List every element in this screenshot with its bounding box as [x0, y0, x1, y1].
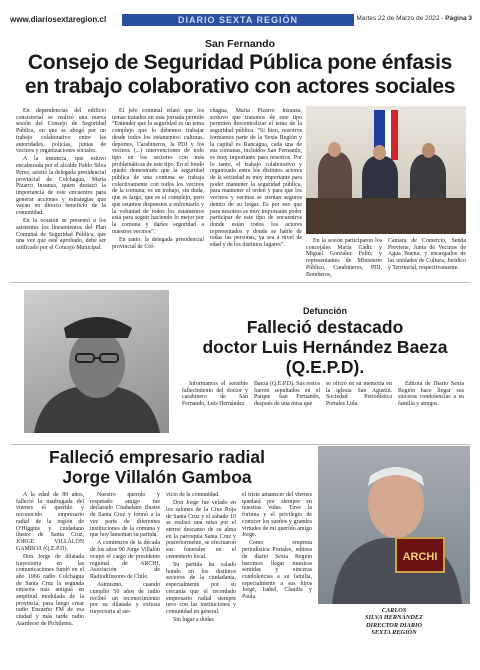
article1-paragraph: El jefe comunal relató que los temas tratados en esta jornada permite “Entender que la seguridad es un tema complejo que lo debemos trabajar desde todos los estamentos: culturas, deportes, Carabineros, la PDI y los vecinos (...) intervenciones de todo tipo en los sectores con más problemáticas de este tipo. En el fondo quedó demostrado que la seguridad pública de una comuna se trabaja colectivamente con todos los vecinos de la comuna; es un trabajo, sin duda, que es largo, que es el complejo, pero que estamos dispuestos a enfrentarlo y la voluntad de todos los estamentos está para seguir haciendo lo mejor por la comuna y darles seguridad a nuestros vecinos”.	[112, 108, 204, 235]
portrait-illustration	[24, 290, 169, 433]
meeting-person	[318, 152, 352, 202]
issue-date-text: Martes 22 de Marzo de 2022 -	[356, 15, 444, 22]
article1-paragraph: En la sesión participaron los concejales María Cádiz y Miguel González Feliú; y representantes de Ministerio Público, Carabineros, PDI, Bomberos,	[306, 238, 382, 278]
plaque-text: ARCHI	[402, 551, 438, 563]
article1-column-5	[388, 238, 466, 273]
article2-paragraph: se ofició en su memoria en la iglesia San Agustín. Sociedad Periodística Portales Ltda.	[326, 381, 392, 408]
caption-line: SEXTA REGIÓN	[371, 629, 417, 637]
article1-kicker: San Fernando	[204, 38, 275, 50]
meeting-person-head	[373, 145, 386, 160]
article3-paragraph: Don Jorge de dilatada trayectoria en las comunicaciones fundó en el año 1966 radio Colchagua de Santa Cruz la segunda emisora más antigua en amplitud modulada de la provincia, para luego crear radio Ensueño FM de esa ciudad y más tarde radio Atardecer de Pichilemu.	[16, 553, 84, 627]
article3-column-2	[90, 492, 160, 617]
article2-kicker: Defunción	[303, 306, 347, 316]
article3-paragraph: Sin lugar a dudas	[173, 617, 214, 624]
page-number: Página 3	[445, 15, 472, 22]
meeting-table	[306, 198, 466, 234]
issue-date	[356, 15, 472, 22]
article1-headline	[14, 51, 466, 99]
section-divider	[10, 282, 470, 283]
article1-paragraph: Cámara de Comercio, Senda Previene, Junta de Vecinos de Agua Buena; y encargados de las unidades de Cultura, Jurídico y Territorial, respectivamente.	[388, 238, 466, 271]
article2-headline-line3: (Q.E.P.D).	[285, 357, 365, 377]
article1-paragraph: En tanto, la delegada presidencial provincial de Col-	[112, 236, 204, 250]
page-header	[10, 10, 472, 30]
portrait-photo-villalon	[318, 446, 470, 604]
article1-paragraph: A la instancia, que estuvo encabezada por el alcalde Pablo Silva Pérez, asistió la delegada presidencial provincial de Colchagua, Marta Pizarro Insunza, quien destacó la importancia de este encuentro para generar acciones y estrategias que vayan en directo beneficio de la comunidad.	[16, 156, 106, 217]
meeting-person-head	[422, 143, 435, 158]
caption-line: SILVA HERNÁNDEZ	[365, 614, 423, 622]
article2-headline-line2: doctor Luis Hernández Baeza	[202, 337, 448, 357]
caption-line: CARLOS	[381, 607, 407, 614]
article3-column-3	[166, 492, 236, 625]
article2-column-3	[326, 381, 392, 409]
article1-headline-line2: en trabajo colaborativo con actores sociales	[24, 75, 456, 98]
article1-paragraph: En la ocasión se presentó a los asistentes los lineamientos del Plan Comunal de Seguridad Pública, que una vez que esté aprobado, debe ser ratificado por el Concejo Municipal.	[16, 218, 106, 252]
article2-column-1	[182, 381, 248, 409]
article3-paragraph: A comienzos de la década de los años 90 Jorge Villalón ocupó el cargo de presidente regional de ARCHI, Asociación de Radiodifusores de Chile.	[90, 540, 160, 580]
article2-column-4	[398, 381, 464, 409]
article2-paragraph: Informamos el sensible fallecimiento del doctor y carabinero de San Fernando, Luis Hernández	[182, 381, 248, 408]
article3-headline	[12, 447, 302, 487]
article1-paragraph: En dependencias del edificio consistorial se realizó una nueva sesión del Consejo de Seguridad Pública, en que se abogó por un trabajo colaborativo entre las autoridades, policías, juntas de vecinos y organizaciones sociales.	[16, 108, 106, 155]
section-divider	[10, 444, 470, 445]
site-url-link[interactable]: www.diariosextaregion.cl	[10, 15, 107, 24]
article3-paragraph: Como empresa periodística Portales, editora de diario Sexta Región hacemos llegar nuestras sentidas y sinceras condolencias a su familia, especialmente a sus hijos Jorge, Isabel, Claudia y Paula.	[242, 540, 312, 601]
article3-paragraph: Asimismo, cuando cumplió 50 años de radio recibió un reconocimiento por su dilatada y exitosa trayectoria al ser-	[90, 582, 160, 615]
article3-headline-line2: Jorge Villalón Gamboa	[62, 467, 252, 487]
article1-paragraph: chagua, Marta Pizarro Insunza, sostuvo que tratamos de este tipo permiten descentralizar el tema de la seguridad pública. “Si bien, nosotros formamos parte de la Sexta Región y la capital es Rancagua, cada una de sus comunas, incluidos San Fernando, es muy importante para nosotros. Por lo tanto, el trabajo colaborativo y organizado entre los distintos actores de la sociedad es muy importante para poder mantener la seguridad pública, para mantener el orden y para que los vecinos y vecinas se sientan seguros dentro de su hogar. Es por eso que para nosotros es muy importante poder participar de este tipo de encuentros donde están todos los actores representados y donde se hable de todas las personas, ya sea a nivel de edad y de los distintos lugares”.	[210, 108, 302, 249]
photo-caption	[316, 607, 472, 637]
article1-column-3	[210, 108, 302, 250]
article2-paragraph: Editora de Diario Sexta Región hace llegar sus sinceras condolencias a su familia y amigos.	[398, 381, 464, 408]
meeting-person-head	[328, 142, 341, 157]
article1-headline-line1: Consejo de Seguridad Pública pone énfasis	[27, 51, 453, 74]
article3-paragraph: Su partida ha calado hondo en los distintos sectores de la ciudadanía, especialmente por su cercanía que el recordado empresario radial siempre tuvo con las instituciones y comunidad en general.	[166, 562, 236, 615]
masthead-bar	[122, 14, 354, 26]
meeting-photo	[306, 106, 466, 234]
article3-headline-line1: Falleció empresario radial	[49, 447, 265, 467]
masthead-title: DIARIO SEXTA REGIÓN	[177, 15, 298, 25]
article3-paragraph: vicio de la comunidad.	[166, 492, 220, 498]
article3-paragraph: A la edad de 89 años, falleció la madrugada del viernes el querido y reconocido empresario radial de la región de O'Higgins y ciudadano ilustre de Santa Cruz, JORGE VILLALÓN GAMBOA (Q.E.P.D).	[16, 492, 84, 552]
article2-column-2	[254, 381, 320, 409]
caption-line: DIRECTOR DIARIO	[365, 621, 423, 629]
article3-column-1	[16, 492, 84, 629]
article1-column-1	[16, 108, 106, 253]
article1-column-4	[306, 238, 382, 280]
portrait-photo-baeza	[24, 290, 169, 433]
article2-headline-line1: Falleció destacado	[246, 317, 404, 337]
article1-column-2	[112, 108, 204, 252]
portrait-illustration	[318, 446, 470, 604]
article3-paragraph: el triste amanecer del viernes quedará por siempre en nuestras vidas. Tuve la fortuna y el privilegio de conocer los sueños y grandes virtudes de mi querido amigo Jorge.	[242, 492, 312, 539]
article2-headline	[180, 317, 470, 377]
meeting-person	[362, 156, 398, 204]
meeting-person	[410, 154, 446, 204]
article3-paragraph: Nuestro querido y respetado amigo fue declarado Ciudadano Ilustre de Santa Cruz y formó a la vez parte de diferentes instituciones de la comuna y que hoy lamentan su partida.	[90, 492, 160, 539]
article3-column-4	[242, 492, 312, 602]
article2-paragraph: Baeza (Q.E.P.D). Sus restos fueron sepultados en el Parque San Fernando, después de una misa que	[254, 381, 320, 408]
article3-paragraph: Don Jorge fue velado en los salones de la Cruz Roja de Santa Cruz y el sábado 19 se realizó una misa por el eterno descanso de su alma en la parroquia Santa Cruz y posteriormente, se efectuaron sus funerales en el cementerio local.	[166, 500, 236, 560]
